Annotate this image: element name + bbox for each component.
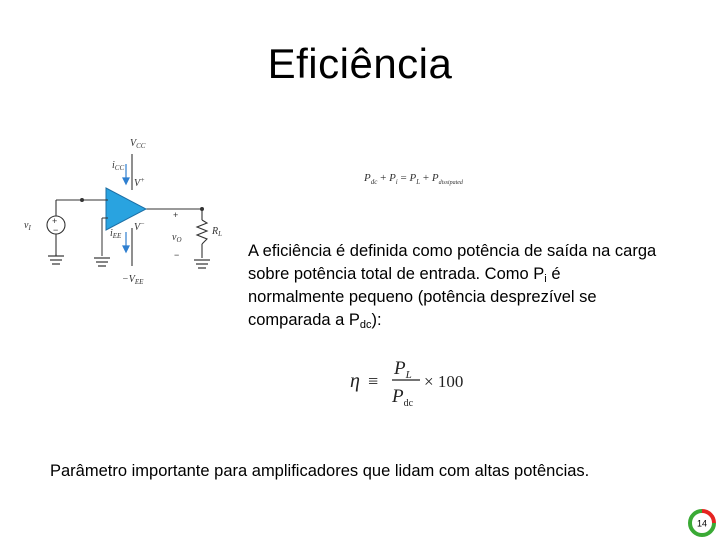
svg-text:−: − <box>174 250 180 260</box>
svg-text:≡: ≡ <box>368 371 379 391</box>
power-balance-equation: $P_{dc} + P_i = P_L + P_{dissipated}$ <box>364 172 463 187</box>
svg-text:−VEE: $-V_{EE}$ <box>122 274 144 286</box>
svg-text:−: − <box>53 225 59 235</box>
efficiency-equation <box>348 352 480 408</box>
page-number: 14 <box>696 518 708 529</box>
svg-text:RL: $R_L$ <box>212 226 223 238</box>
svg-text:V−: V− <box>134 220 145 233</box>
opamp-circuit-diagram <box>22 134 232 290</box>
bottom-statement: Parâmetro importante para amplificadores que lidam com altas potências. <box>50 462 590 480</box>
svg-text:VCC: $V_{CC}$ <box>130 138 146 150</box>
svg-text:vO: $v_O$ <box>172 232 182 244</box>
ground-icon <box>48 254 210 268</box>
svg-text:η: η <box>350 370 360 392</box>
svg-text:iEE: $i_{EE}$ <box>110 228 122 240</box>
svg-text:iCC: $i_{CC}$ <box>112 160 125 172</box>
svg-text:vI: $v_I$ <box>24 220 31 232</box>
slide-title: Eficiência <box>267 40 453 87</box>
svg-text:× 100: × 100 <box>424 372 464 391</box>
svg-text:Pdc: $P_{dc}$ <box>392 386 414 408</box>
svg-text:+: + <box>173 210 179 220</box>
efficiency-description: A eficiência é definida como potência de saída na carga sobre potência total de entrada. Como $P_i$ é normalmente pequeno (potência desprezível se comparada a $P_{dc}$): <box>248 242 657 331</box>
svg-text:PL: $P_L$ <box>394 358 412 381</box>
page-number-badge <box>688 509 716 537</box>
svg-text:V+: V+ <box>134 176 145 189</box>
svg-text:+: + <box>52 216 58 226</box>
